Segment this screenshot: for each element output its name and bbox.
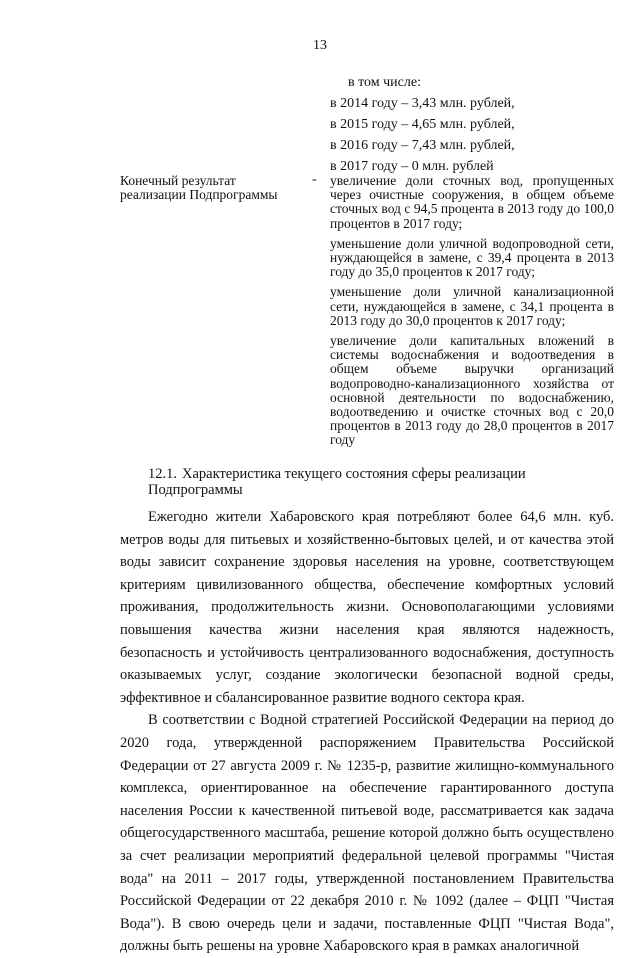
final-result-dash: -	[312, 172, 317, 187]
final-result-item: уменьшение доли уличной канализационной сети, нуждающейся в замене, с 34,1 процента в 2013 году до 30,0 процентов к 2017 году;	[330, 284, 614, 328]
section-title: Характеристика текущего состояния сферы реализации Подпрограммы	[148, 466, 526, 498]
final-result-item: уменьшение доли уличной водопроводной сети, нуждающейся в замене, с 39,4 процента в 2013 году до 35,0 процентов к 2017 году;	[330, 235, 614, 280]
page-number: 13	[313, 38, 327, 53]
funding-intro: в том числе:	[348, 75, 421, 90]
body-paragraph: Ежегодно жители Хабаровского края потребляют более 64,6 млн. куб. метров воды для питьевых и хозяйственно-бытовых целей, и от качества этой воды зависит сохранение здоровья населения на уровне, соответствующем критериям цивилизованного общества, обеспечение комфортных условий проживания, продолжительность жизни. Основополагающими условиями повышения качества жизни населения края являются надежность, безопасность и устойчивость централизованного водоснабжения, доступность оказываемых услуг, создание экологически безопасной водной среды, эффективное и сбалансированное развитие водного сектора края.	[120, 509, 614, 706]
section-body	[120, 506, 614, 958]
funding-year-2016: в 2016 году – 7,43 млн. рублей,	[330, 138, 515, 153]
section-heading	[148, 466, 618, 498]
body-paragraph: В соответствии с Водной стратегией Российской Федерации на период до 2020 года, утвержденной распоряжением Правительства Российской Федерации от 27 августа 2009 г. № 1235-р, развитие жилищно-коммунального комплекса, ориентированное на обеспечение гарантированного доступа населения России к качественной питьевой воде, рассматривается как задача общегосударственного масштаба, решение которой должно быть осуществлено за счет реализации мероприятий федеральной целевой программы "Чистая вода" на 2011 – 2017 годы, утвержденной постановлением Правительства Российской Федерации от 22 декабря 2010 г. № 1092 (далее – ФЦП "Чистая Вода"). В свою очередь цели и задачи, поставленные ФЦП "Чистая Вода", должны быть решены на уровне Хабаровского края в рамках аналогичной	[120, 712, 614, 955]
funding-breakdown	[330, 72, 515, 177]
final-result-item: увеличение доли капитальных вложений в системы водоснабжения и водоотведения в общем объеме выручки организаций водопроводно-канализационного хозяйства от основной деятельности по водоснабжению, водоотведению и очистке сточных вод с 20,0 процентов в 2013 году до 28,0 процентов в 2017 году	[330, 333, 614, 448]
final-result-item: увеличение доли сточных вод, пропущенных через очистные сооружения, в общем объеме сточных вод с 94,5 процента в 2013 году до 100,0 процентов в 2017 году;	[330, 173, 614, 231]
section-number: 12.1.	[148, 466, 177, 482]
funding-year-2017: в 2017 году – 0 млн. рублей	[330, 159, 494, 174]
final-result-label: Конечный результат реализации Подпрограммы	[120, 173, 278, 202]
final-result-list	[330, 174, 614, 454]
funding-year-2015: в 2015 году – 4,65 млн. рублей,	[330, 117, 515, 132]
funding-year-2014: в 2014 году – 3,43 млн. рублей,	[330, 96, 515, 111]
